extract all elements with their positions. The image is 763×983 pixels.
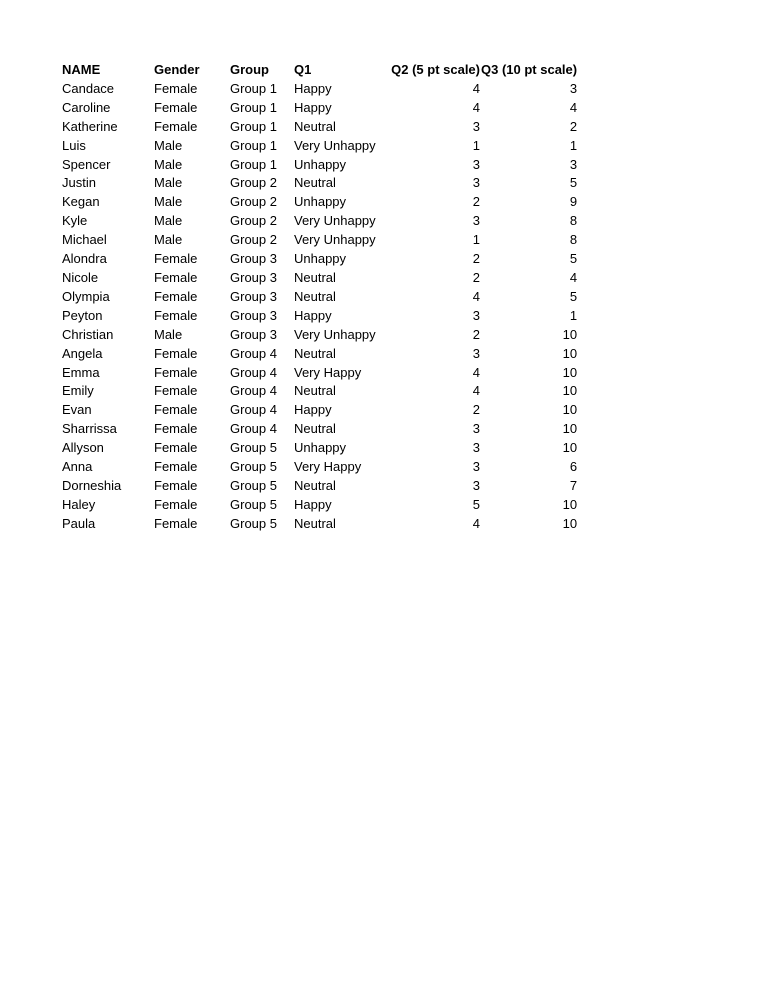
cell-gender[interactable]: Female bbox=[154, 383, 198, 399]
cell-q1[interactable]: Neutral bbox=[294, 515, 336, 531]
cell-group[interactable]: Group 4 bbox=[230, 383, 277, 399]
cell-q2[interactable]: 2 bbox=[472, 269, 480, 285]
cell-q1[interactable]: Unhappy bbox=[294, 194, 347, 210]
cell-q3[interactable]: 4 bbox=[569, 269, 578, 285]
table-row bbox=[60, 118, 581, 137]
cell-q1[interactable]: Neutral bbox=[294, 269, 336, 285]
header-group[interactable]: Group bbox=[230, 62, 269, 77]
cell-q3[interactable]: 4 bbox=[569, 99, 578, 115]
cell-gender[interactable]: Female bbox=[154, 288, 198, 304]
cell-q2[interactable]: 3 bbox=[472, 345, 480, 361]
header-q2[interactable]: Q2 (5 pt scale) bbox=[391, 62, 480, 77]
cell-name[interactable]: Candace bbox=[62, 80, 115, 96]
cell-q1[interactable]: Very Happy bbox=[294, 364, 362, 380]
cell-q3[interactable]: 9 bbox=[569, 194, 578, 210]
cell-name[interactable]: Sharrissa bbox=[62, 421, 117, 437]
cell-q3[interactable]: 3 bbox=[569, 156, 578, 172]
cell-q2[interactable]: 2 bbox=[472, 326, 480, 342]
cell-name[interactable]: Justin bbox=[62, 175, 96, 191]
cell-name[interactable]: Emma bbox=[62, 364, 100, 380]
cell-q2[interactable]: 4 bbox=[472, 515, 480, 531]
cell-q3[interactable]: 8 bbox=[569, 213, 578, 229]
table-row bbox=[60, 137, 581, 156]
cell-group[interactable]: Group 2 bbox=[230, 194, 277, 210]
cell-q1[interactable]: Neutral bbox=[294, 118, 336, 134]
cell-group[interactable]: Group 3 bbox=[230, 251, 277, 267]
cell-q2[interactable]: 3 bbox=[472, 459, 480, 475]
table-row bbox=[60, 156, 581, 175]
cell-q2[interactable]: 3 bbox=[472, 307, 480, 323]
cell-group[interactable]: Group 3 bbox=[230, 307, 277, 323]
cell-q2[interactable]: 3 bbox=[472, 156, 480, 172]
table-row bbox=[60, 80, 581, 99]
cell-gender[interactable]: Female bbox=[154, 364, 198, 380]
cell-group[interactable]: Group 2 bbox=[230, 232, 277, 248]
cell-gender[interactable]: Female bbox=[154, 440, 198, 456]
cell-q3[interactable]: 8 bbox=[569, 232, 578, 248]
table-row bbox=[60, 269, 581, 288]
cell-q1[interactable]: Very Unhappy bbox=[294, 137, 376, 153]
cell-q2[interactable]: 4 bbox=[472, 288, 480, 304]
cell-group[interactable]: Group 5 bbox=[230, 459, 277, 475]
cell-gender[interactable]: Female bbox=[154, 345, 198, 361]
cell-group[interactable]: Group 5 bbox=[230, 496, 277, 512]
cell-group[interactable]: Group 4 bbox=[230, 345, 277, 361]
cell-q2[interactable]: 1 bbox=[472, 137, 480, 153]
cell-q3[interactable]: 5 bbox=[569, 251, 578, 267]
cell-gender[interactable]: Female bbox=[154, 496, 198, 512]
table-row bbox=[60, 364, 581, 383]
cell-gender[interactable]: Female bbox=[154, 80, 198, 96]
cell-name[interactable]: Kegan bbox=[62, 194, 100, 210]
cell-q1[interactable]: Very Unhappy bbox=[294, 326, 376, 342]
cell-gender[interactable]: Female bbox=[154, 269, 198, 285]
header-q1[interactable]: Q1 bbox=[294, 62, 312, 77]
cell-group[interactable]: Group 1 bbox=[230, 156, 277, 172]
cell-q2[interactable]: 3 bbox=[472, 175, 480, 191]
cell-q1[interactable]: Neutral bbox=[294, 288, 336, 304]
cell-gender[interactable]: Male bbox=[154, 326, 183, 342]
table-row bbox=[60, 477, 581, 496]
cell-gender[interactable]: Female bbox=[154, 251, 198, 267]
cell-group[interactable]: Group 5 bbox=[230, 477, 277, 493]
table-row bbox=[60, 326, 581, 345]
table-row bbox=[60, 345, 581, 364]
cell-q1[interactable]: Neutral bbox=[294, 383, 336, 399]
cell-gender[interactable]: Female bbox=[154, 118, 198, 134]
cell-q2[interactable]: 4 bbox=[472, 80, 480, 96]
cell-q3[interactable]: 10 bbox=[562, 515, 578, 531]
cell-q1[interactable]: Very Unhappy bbox=[294, 232, 376, 248]
cell-q1[interactable]: Happy bbox=[294, 496, 332, 512]
cell-q2[interactable]: 2 bbox=[472, 402, 480, 418]
cell-group[interactable]: Group 5 bbox=[230, 515, 277, 531]
cell-q1[interactable]: Neutral bbox=[294, 421, 336, 437]
cell-q2[interactable]: 5 bbox=[472, 496, 480, 512]
cell-q1[interactable]: Unhappy bbox=[294, 156, 347, 172]
cell-group[interactable]: Group 3 bbox=[230, 269, 277, 285]
cell-q2[interactable]: 2 bbox=[472, 194, 480, 210]
table-row bbox=[60, 193, 581, 212]
cell-group[interactable]: Group 1 bbox=[230, 99, 277, 115]
cell-group[interactable]: Group 5 bbox=[230, 440, 277, 456]
table-row bbox=[60, 515, 581, 534]
cell-gender[interactable]: Female bbox=[154, 402, 198, 418]
cell-q2[interactable]: 4 bbox=[472, 99, 480, 115]
cell-name[interactable]: Caroline bbox=[62, 99, 111, 115]
cell-gender[interactable]: Male bbox=[154, 213, 183, 229]
header-q3[interactable]: Q3 (10 pt scale) bbox=[481, 62, 578, 77]
table-row bbox=[60, 99, 581, 118]
cell-gender[interactable]: Male bbox=[154, 175, 183, 191]
cell-group[interactable]: Group 4 bbox=[230, 364, 277, 380]
cell-q2[interactable]: 3 bbox=[472, 118, 480, 134]
cell-q1[interactable]: Neutral bbox=[294, 345, 336, 361]
cell-group[interactable]: Group 1 bbox=[230, 80, 277, 96]
cell-name[interactable]: Dorneshia bbox=[62, 477, 122, 493]
cell-q2[interactable]: 2 bbox=[472, 251, 480, 267]
cell-q3[interactable]: 1 bbox=[569, 137, 578, 153]
cell-gender[interactable]: Female bbox=[154, 421, 198, 437]
cell-gender[interactable]: Female bbox=[154, 477, 198, 493]
cell-q3[interactable]: 10 bbox=[562, 440, 578, 456]
cell-name[interactable]: Michael bbox=[62, 232, 107, 248]
cell-q1[interactable]: Neutral bbox=[294, 175, 336, 191]
header-name[interactable]: NAME bbox=[62, 62, 101, 77]
cell-group[interactable]: Group 4 bbox=[230, 402, 277, 418]
cell-q1[interactable]: Happy bbox=[294, 80, 332, 96]
cell-group[interactable]: Group 4 bbox=[230, 421, 277, 437]
cell-group[interactable]: Group 2 bbox=[230, 175, 277, 191]
cell-q1[interactable]: Neutral bbox=[294, 477, 336, 493]
cell-q1[interactable]: Unhappy bbox=[294, 440, 347, 456]
cell-q1[interactable]: Unhappy bbox=[294, 251, 347, 267]
cell-name[interactable]: Peyton bbox=[62, 307, 103, 323]
cell-group[interactable]: Group 2 bbox=[230, 213, 277, 229]
table-row bbox=[60, 401, 581, 420]
cell-gender[interactable]: Male bbox=[154, 194, 183, 210]
cell-q3[interactable]: 10 bbox=[562, 345, 578, 361]
table-row bbox=[60, 212, 581, 231]
cell-q3[interactable]: 10 bbox=[562, 421, 578, 437]
cell-name[interactable]: Luis bbox=[62, 137, 86, 153]
cell-q3[interactable]: 10 bbox=[562, 496, 578, 512]
cell-q3[interactable]: 10 bbox=[562, 402, 578, 418]
cell-q3[interactable]: 5 bbox=[569, 288, 578, 304]
cell-name[interactable]: Anna bbox=[62, 459, 93, 475]
cell-name[interactable]: Angela bbox=[62, 345, 103, 361]
cell-name[interactable]: Katherine bbox=[62, 118, 118, 134]
cell-q2[interactable]: 3 bbox=[472, 440, 480, 456]
table-row bbox=[60, 250, 581, 269]
table-body bbox=[60, 80, 581, 534]
cell-q2[interactable]: 4 bbox=[472, 364, 480, 380]
cell-gender[interactable]: Female bbox=[154, 307, 198, 323]
cell-q3[interactable]: 3 bbox=[569, 80, 578, 96]
cell-name[interactable]: Emily bbox=[62, 383, 94, 399]
cell-gender[interactable]: Male bbox=[154, 137, 183, 153]
cell-name[interactable]: Alondra bbox=[62, 251, 107, 267]
cell-name[interactable]: Haley bbox=[62, 496, 96, 512]
cell-q3[interactable]: 1 bbox=[569, 307, 578, 323]
table-row bbox=[60, 288, 581, 307]
cell-q2[interactable]: 3 bbox=[472, 421, 480, 437]
table-row bbox=[60, 420, 581, 439]
cell-q3[interactable]: 7 bbox=[569, 477, 578, 493]
cell-name[interactable]: Spencer bbox=[62, 156, 111, 172]
cell-q2[interactable]: 3 bbox=[472, 213, 480, 229]
cell-q1[interactable]: Happy bbox=[294, 307, 332, 323]
cell-q1[interactable]: Very Unhappy bbox=[294, 213, 376, 229]
cell-name[interactable]: Nicole bbox=[62, 269, 99, 285]
cell-group[interactable]: Group 3 bbox=[230, 326, 277, 342]
header-gender[interactable]: Gender bbox=[154, 62, 200, 77]
cell-q3[interactable]: 10 bbox=[562, 364, 578, 380]
cell-group[interactable]: Group 1 bbox=[230, 137, 277, 153]
data-table bbox=[60, 61, 581, 534]
cell-q3[interactable]: 2 bbox=[569, 118, 578, 134]
cell-name[interactable]: Kyle bbox=[62, 213, 88, 229]
cell-gender[interactable]: Female bbox=[154, 459, 198, 475]
cell-q3[interactable]: 10 bbox=[562, 326, 578, 342]
cell-q3[interactable]: 5 bbox=[569, 175, 578, 191]
cell-gender[interactable]: Male bbox=[154, 232, 183, 248]
cell-q1[interactable]: Happy bbox=[294, 99, 332, 115]
table-row bbox=[60, 174, 581, 193]
table-row bbox=[60, 458, 581, 477]
cell-name[interactable]: Christian bbox=[62, 326, 114, 342]
cell-q1[interactable]: Very Happy bbox=[294, 459, 362, 475]
cell-gender[interactable]: Male bbox=[154, 156, 183, 172]
cell-q2[interactable]: 4 bbox=[472, 383, 480, 399]
cell-name[interactable]: Olympia bbox=[62, 288, 110, 304]
table-row bbox=[60, 496, 581, 515]
table-row bbox=[60, 307, 581, 326]
header-row bbox=[60, 61, 581, 80]
cell-q1[interactable]: Happy bbox=[294, 402, 332, 418]
cell-name[interactable]: Allyson bbox=[62, 440, 104, 456]
cell-name[interactable]: Evan bbox=[62, 402, 92, 418]
cell-group[interactable]: Group 3 bbox=[230, 288, 277, 304]
cell-q2[interactable]: 3 bbox=[472, 477, 480, 493]
table-row bbox=[60, 231, 581, 250]
cell-q3[interactable]: 6 bbox=[569, 459, 578, 475]
cell-gender[interactable]: Female bbox=[154, 99, 198, 115]
table-row bbox=[60, 439, 581, 458]
cell-q3[interactable]: 10 bbox=[562, 383, 578, 399]
table-row bbox=[60, 382, 581, 401]
cell-gender[interactable]: Female bbox=[154, 515, 198, 531]
cell-q2[interactable]: 1 bbox=[472, 232, 480, 248]
cell-group[interactable]: Group 1 bbox=[230, 118, 277, 134]
cell-name[interactable]: Paula bbox=[62, 515, 96, 531]
